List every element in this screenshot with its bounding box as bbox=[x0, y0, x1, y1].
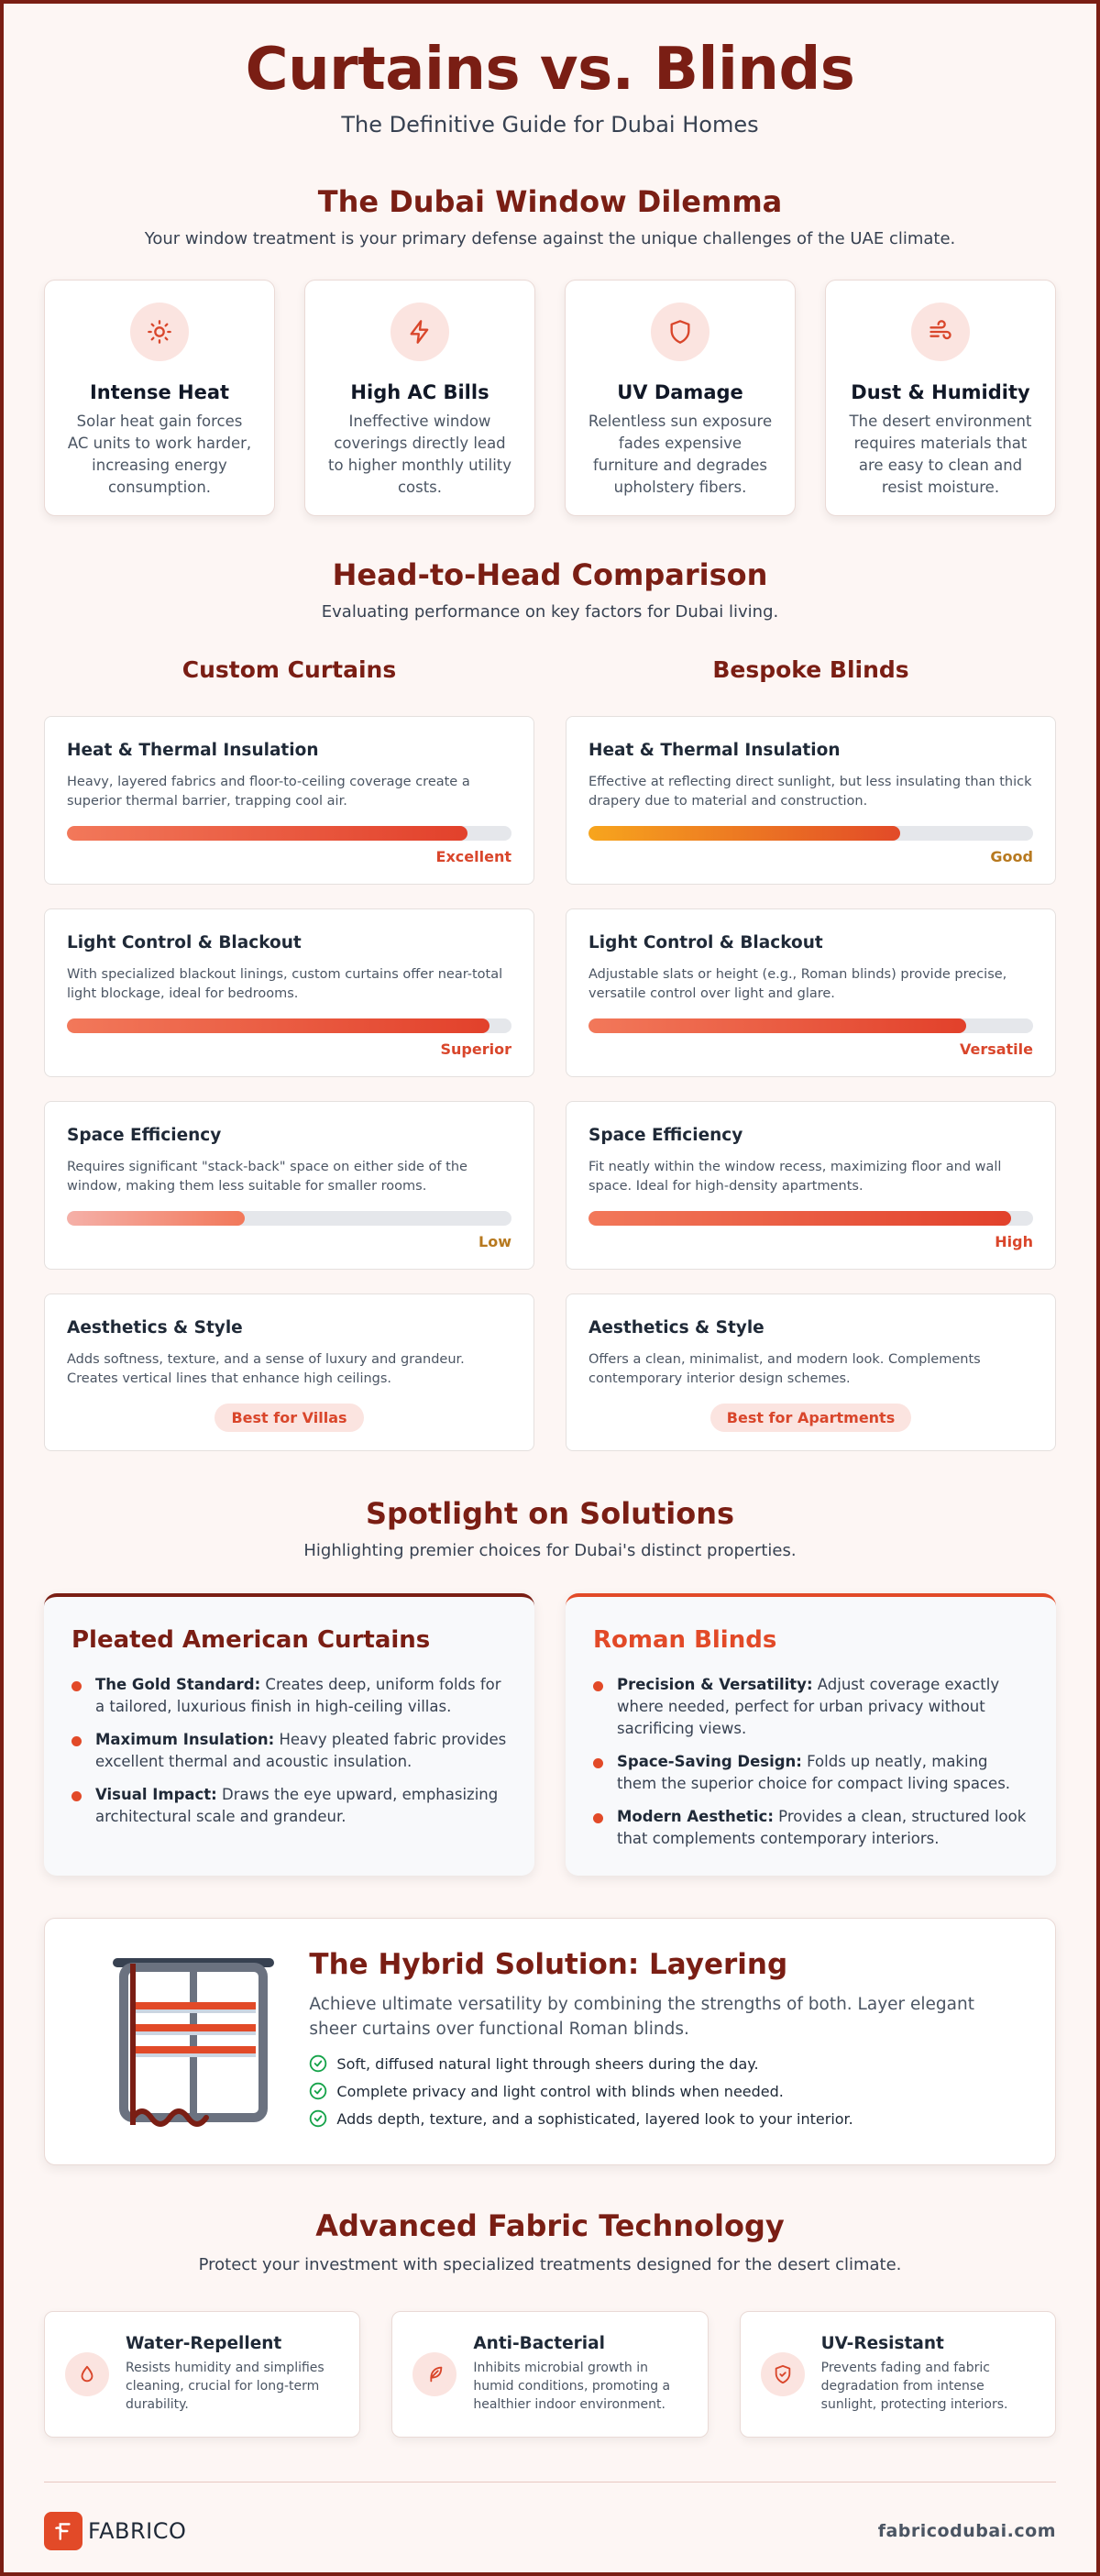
curtains-heading: Custom Curtains bbox=[182, 656, 397, 683]
list-item: Maximum Insulation: Heavy pleated fabric provides excellent thermal and acoustic insulation. bbox=[72, 1729, 507, 1773]
blinds-aesthetics-card bbox=[566, 1294, 1056, 1451]
dilemma-card-bills bbox=[304, 280, 535, 516]
curtains-aesthetics-card bbox=[44, 1294, 534, 1451]
tech-title: UV-Resistant bbox=[820, 2334, 944, 2353]
pleated-curtains-card bbox=[44, 1593, 534, 1876]
solution-list bbox=[593, 1674, 1028, 1850]
dilemma-section bbox=[44, 183, 1056, 516]
factor-title: Heat & Thermal Insulation bbox=[67, 741, 319, 760]
sun-icon bbox=[130, 303, 189, 361]
tech-title: Anti-Bacterial bbox=[473, 2334, 605, 2353]
shield-icon bbox=[651, 303, 710, 361]
factor-title: Aesthetics & Style bbox=[588, 1318, 764, 1338]
factor-text: Offers a clean, minimalist, and modern look. Complements contemporary interior design schemes. bbox=[588, 1352, 981, 1386]
droplet-icon bbox=[65, 2352, 109, 2396]
dilemma-card-dust bbox=[825, 280, 1056, 516]
factor-title: Heat & Thermal Insulation bbox=[588, 741, 841, 760]
tech-text: Resists humidity and simplifies cleaning, crucial for long-term durability. bbox=[126, 2361, 324, 2412]
spotlight-subtitle: Highlighting premier choices for Dubai's distinct properties. bbox=[303, 1541, 797, 1560]
brand-logo[interactable] bbox=[44, 2512, 186, 2550]
list-item: Visual Impact: Draws the eye upward, emphasizing architectural scale and grandeur. bbox=[72, 1784, 507, 1828]
factor-title: Aesthetics & Style bbox=[67, 1318, 243, 1338]
rating-label: Excellent bbox=[435, 848, 512, 865]
rating-label: High bbox=[995, 1233, 1033, 1250]
blinds-heading: Bespoke Blinds bbox=[712, 656, 909, 683]
curtains-space-card bbox=[44, 1101, 534, 1270]
hybrid-text: Achieve ultimate versatility by combining the strengths of both. Layer elegant sheer curtains over functional Roman blinds. bbox=[309, 1995, 974, 2039]
tech-text: Inhibits microbial growth in humid conditions, promoting a healthier indoor environment. bbox=[473, 2361, 671, 2412]
hybrid-title: The Hybrid Solution: Layering bbox=[309, 1948, 788, 1981]
fabrico-logo-icon bbox=[44, 2512, 82, 2550]
rating-bar bbox=[588, 826, 1033, 841]
factor-title: Light Control & Blackout bbox=[588, 933, 823, 952]
check-circle-icon bbox=[309, 2082, 327, 2100]
list-item: Precision & Versatility: Adjust coverage exactly where needed, perfect for urban privacy without sacrificing views. bbox=[593, 1674, 1028, 1740]
solution-title: Pleated American Curtains bbox=[72, 1626, 431, 1654]
factor-text: Adds softness, texture, and a sense of luxury and grandeur. Creates vertical lines that enhance high ceilings. bbox=[67, 1352, 465, 1386]
anti-bacterial-card bbox=[391, 2311, 708, 2438]
roman-blinds-card bbox=[566, 1593, 1056, 1876]
dilemma-card-title: UV Damage bbox=[617, 381, 743, 403]
blinds-thermal-card bbox=[566, 716, 1056, 885]
dilemma-card-uv bbox=[565, 280, 796, 516]
solution-title: Roman Blinds bbox=[593, 1626, 777, 1654]
brand-name: FABRICO bbox=[88, 2518, 187, 2544]
uv-resistant-card bbox=[740, 2311, 1056, 2438]
factor-text: Adjustable slats or height (e.g., Roman blinds) provide precise, versatile control over light and glare. bbox=[588, 967, 1007, 1001]
spotlight-section bbox=[44, 1495, 1056, 1876]
shield-check-icon bbox=[761, 2352, 805, 2396]
rating-bar-fill bbox=[588, 1018, 966, 1033]
rating-label: Superior bbox=[440, 1040, 512, 1058]
tech-text: Prevents fading and fabric degradation from intense sunlight, protecting interiors. bbox=[820, 2361, 1008, 2412]
rating-label: Low bbox=[478, 1233, 512, 1250]
dilemma-title: The Dubai Window Dilemma bbox=[317, 184, 783, 219]
factor-text: Effective at reflecting direct sunlight, but less insulating than thick drapery due to material and construction. bbox=[588, 775, 1032, 809]
hybrid-checklist bbox=[309, 2054, 1018, 2128]
page-title: Curtains vs. Blinds bbox=[245, 36, 855, 104]
dilemma-card-title: Intense Heat bbox=[89, 381, 230, 403]
best-for-badge: Best for Apartments bbox=[710, 1404, 911, 1432]
dilemma-card-text: The desert environment requires materials that are easy to clean and resist moisture. bbox=[849, 413, 1032, 496]
rating-bar bbox=[67, 826, 512, 841]
rating-bar bbox=[588, 1018, 1033, 1033]
comparison-subtitle: Evaluating performance on key factors for Dubai living. bbox=[321, 602, 779, 622]
technology-subtitle: Protect your investment with specialized treatments designed for the desert climate. bbox=[198, 2255, 902, 2274]
dilemma-card-text: Relentless sun exposure fades expensive furniture and degrades upholstery fibers. bbox=[588, 413, 773, 496]
factor-text: With specialized blackout linings, custom curtains offer near-total light blockage, ideal for bedrooms. bbox=[67, 967, 503, 1001]
curtains-light-card bbox=[44, 908, 534, 1077]
factor-text: Fit neatly within the window recess, maximizing floor and wall space. Ideal for high-density apartments. bbox=[588, 1160, 1002, 1194]
layered-window-illustration bbox=[82, 1946, 309, 2137]
list-item: The Gold Standard: Creates deep, uniform folds for a tailored, luxurious finish in high-ceiling villas. bbox=[72, 1674, 507, 1718]
curtains-thermal-card bbox=[44, 716, 534, 885]
page-subtitle: The Definitive Guide for Dubai Homes bbox=[341, 112, 759, 138]
blinds-space-card bbox=[566, 1101, 1056, 1270]
rating-bar-fill bbox=[67, 826, 468, 841]
rating-bar bbox=[67, 1211, 512, 1226]
check-item: Soft, diffused natural light through sheers during the day. bbox=[309, 2054, 1018, 2073]
hybrid-section bbox=[44, 1918, 1056, 2165]
rating-bar-fill bbox=[67, 1018, 490, 1033]
rating-bar-fill bbox=[67, 1211, 245, 1226]
rating-label: Versatile bbox=[959, 1040, 1033, 1058]
dilemma-card-title: Dust & Humidity bbox=[851, 381, 1030, 403]
wind-icon bbox=[911, 303, 970, 361]
check-item: Adds depth, texture, and a sophisticated, layered look to your interior. bbox=[309, 2109, 1018, 2128]
comparison-title: Head-to-Head Comparison bbox=[332, 557, 768, 592]
list-item: Modern Aesthetic: Provides a clean, structured look that complements contemporary interiors. bbox=[593, 1806, 1028, 1850]
website-link[interactable]: fabricodubai.com bbox=[877, 2521, 1056, 2541]
feather-icon bbox=[412, 2352, 456, 2396]
solution-list bbox=[72, 1674, 507, 1828]
rating-bar-fill bbox=[588, 826, 900, 841]
check-item: Complete privacy and light control with blinds when needed. bbox=[309, 2082, 1018, 2100]
blinds-light-card bbox=[566, 908, 1056, 1077]
lightning-icon bbox=[390, 303, 449, 361]
check-circle-icon bbox=[309, 2109, 327, 2128]
dilemma-card-title: High AC Bills bbox=[350, 381, 490, 403]
comparison-section bbox=[44, 556, 1056, 1451]
dilemma-card-text: Ineffective window coverings directly lead to higher monthly utility costs. bbox=[327, 413, 512, 496]
technology-title: Advanced Fabric Technology bbox=[315, 2208, 785, 2243]
factor-title: Space Efficiency bbox=[67, 1126, 222, 1145]
rating-bar-fill bbox=[588, 1211, 1011, 1226]
footer bbox=[44, 2512, 1056, 2550]
factor-text: Requires significant "stack-back" space on either side of the window, making them less suitable for smaller rooms. bbox=[67, 1160, 468, 1194]
factor-title: Light Control & Blackout bbox=[67, 933, 302, 952]
spotlight-title: Spotlight on Solutions bbox=[365, 1496, 735, 1531]
factor-title: Space Efficiency bbox=[588, 1126, 743, 1145]
dilemma-card-heat bbox=[44, 280, 275, 516]
list-item: Space-Saving Design: Folds up neatly, making them the superior choice for compact living spaces. bbox=[593, 1751, 1028, 1795]
dilemma-subtitle: Your window treatment is your primary defense against the unique challenges of the UAE climate. bbox=[144, 229, 956, 248]
factor-text: Heavy, layered fabrics and floor-to-ceiling coverage create a superior thermal barrier, trapping cool air. bbox=[67, 775, 470, 809]
technology-section bbox=[44, 2207, 1056, 2438]
best-for-badge: Best for Villas bbox=[214, 1404, 363, 1432]
tech-title: Water-Repellent bbox=[126, 2334, 282, 2353]
dilemma-card-text: Solar heat gain forces AC units to work harder, increasing energy consumption. bbox=[67, 413, 252, 496]
rating-bar bbox=[588, 1211, 1033, 1226]
rating-label: Good bbox=[990, 848, 1033, 865]
rating-bar bbox=[67, 1018, 512, 1033]
check-circle-icon bbox=[309, 2054, 327, 2073]
water-repellent-card bbox=[44, 2311, 360, 2438]
